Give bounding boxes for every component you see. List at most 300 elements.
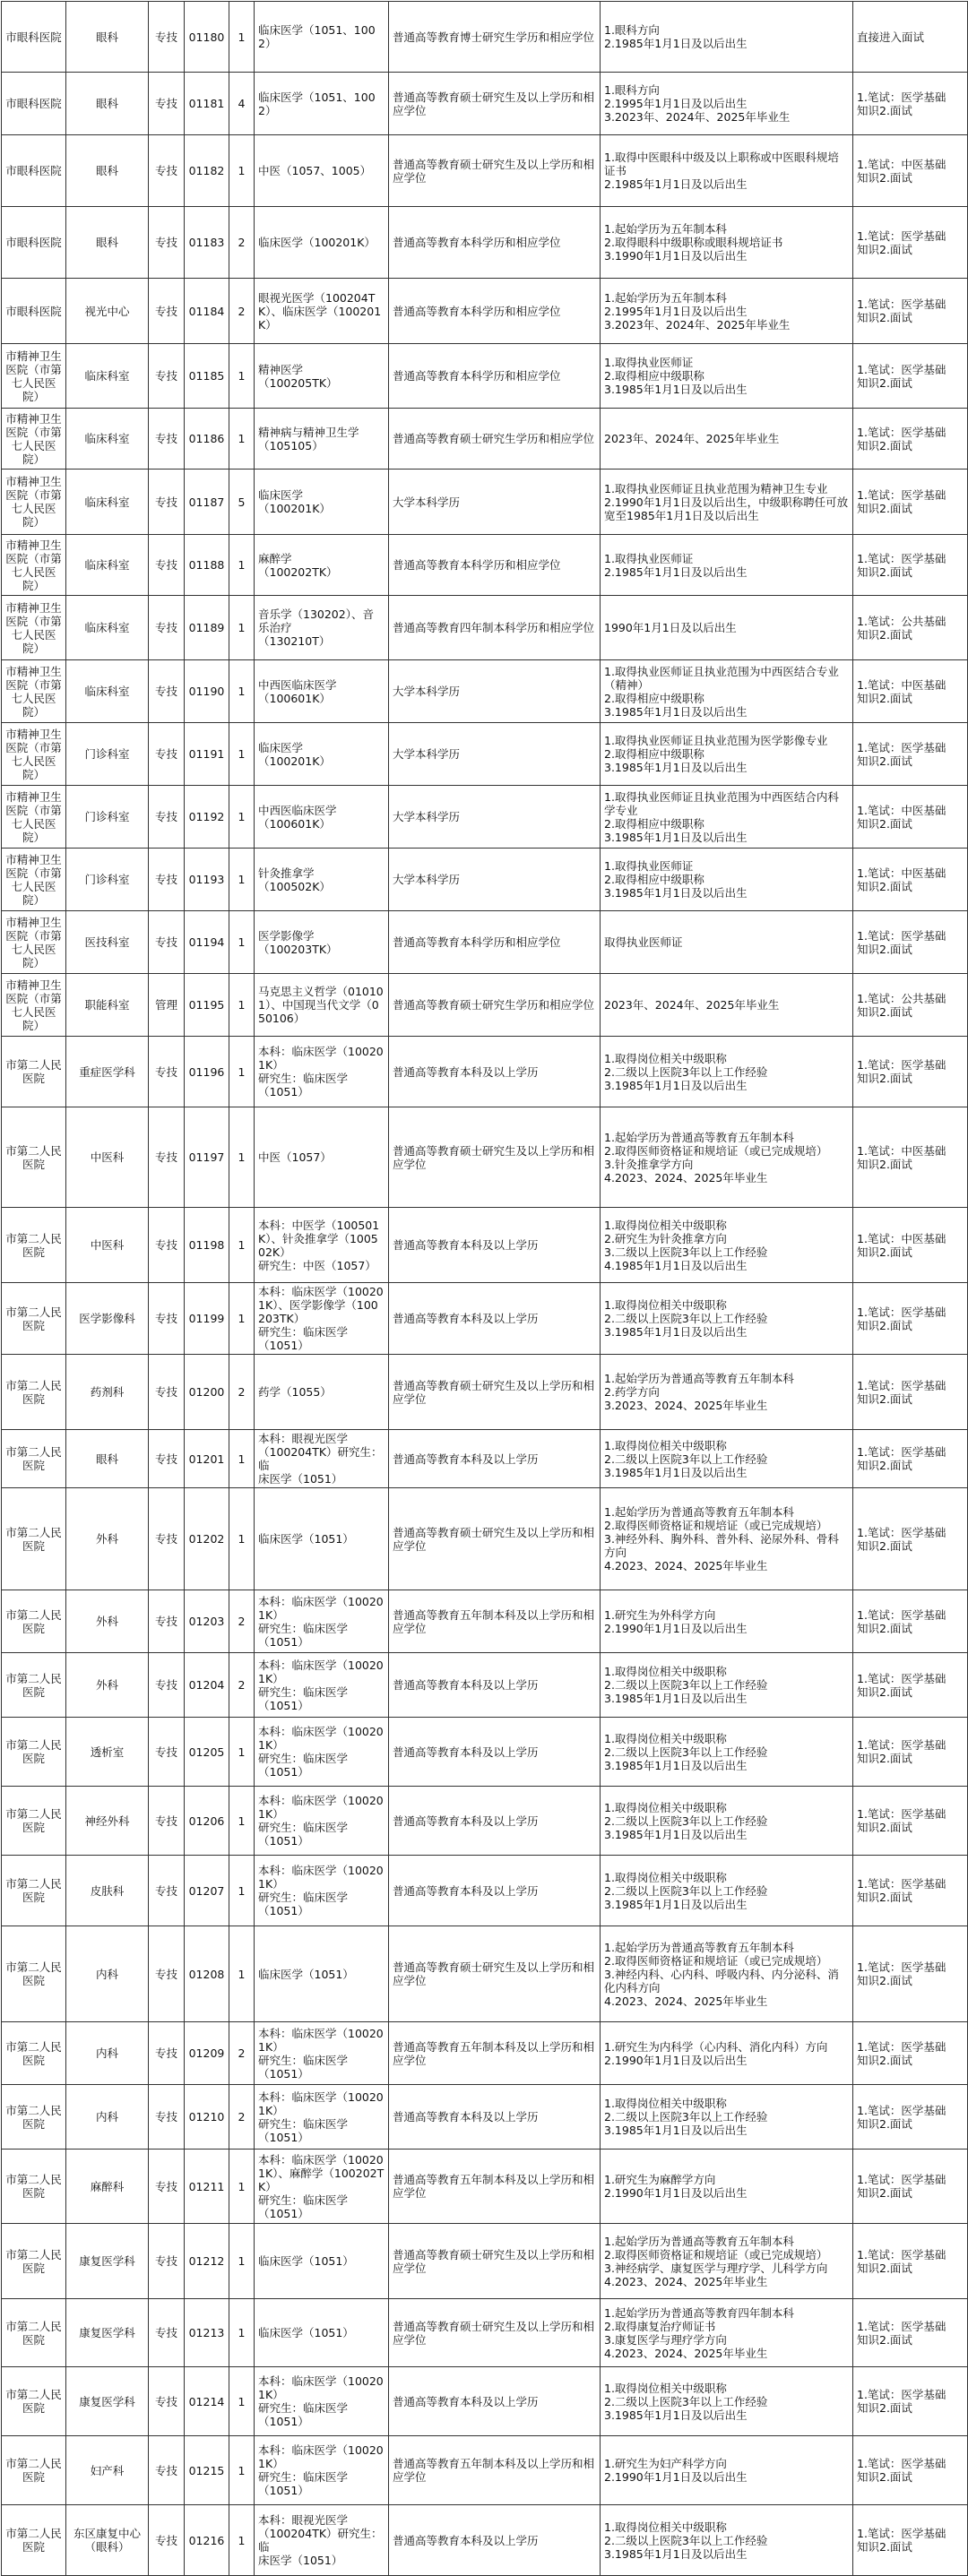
post-type-cell: 专技 (149, 2299, 185, 2367)
unit-cell: 市第二人民医院 (2, 1653, 66, 1718)
department-cell: 妇产科 (66, 2436, 149, 2505)
post-code-cell: 01197 (185, 1107, 229, 1208)
department-cell: 临床科室 (66, 344, 149, 409)
major-line: 本科：临床医学（100201K） (258, 1658, 384, 1685)
exam-method-line: 知识2.面试 (857, 1459, 912, 1472)
table-row (2, 470, 968, 535)
post-code-cell: 01214 (185, 2367, 229, 2436)
requirements-line: 2.取得康复治疗师证书 (604, 2319, 716, 2333)
department-cell: 医学影像科 (66, 1283, 149, 1355)
headcount-cell: 1 (229, 2, 255, 73)
education-cell: 普通高等教育本科及以上学历 (389, 2505, 601, 2576)
table-row (2, 2299, 968, 2367)
unit-cell: 市眼科医院 (2, 207, 66, 279)
requirements-line: 1.取得岗位相关中级职称 (604, 1800, 727, 1814)
unit-cell: 市第二人民医院 (2, 1926, 66, 2022)
exam-method-cell (853, 1107, 968, 1208)
requirements-line: 2.取得相应中级职称 (604, 747, 704, 761)
major-cell (255, 1590, 389, 1653)
unit-cell: 市眼科医院 (2, 73, 66, 135)
department-cell: 内科 (66, 1926, 149, 2022)
department-cell: 眼科 (66, 2, 149, 73)
post-type-cell: 专技 (149, 1926, 185, 2022)
major-line: 研究生：临床医学 (258, 2193, 349, 2207)
requirements-line: 3.神经外科、胸外科、普外科、泌尿外科、骨科方向 (604, 1532, 839, 1559)
major-cell (255, 535, 389, 596)
post-type-cell: 专技 (149, 2150, 185, 2224)
headcount-cell: 1 (229, 1037, 255, 1107)
post-code-cell: 01190 (185, 660, 229, 723)
post-type-cell: 专技 (149, 2436, 185, 2505)
unit-cell: 市精神卫生医院（市第七人民医院） (2, 344, 66, 409)
major-line: 床医学（1051） (258, 1472, 343, 1486)
exam-method-line: 知识2.面试 (857, 438, 912, 452)
requirements-cell (601, 2150, 853, 2224)
major-line: （100502K） (258, 879, 331, 893)
unit-cell: 市第二人民医院 (2, 2150, 66, 2224)
requirements-line: 2.取得相应中级职称 (604, 691, 704, 705)
education-cell: 普通高等教育硕士研究生学历和相应学位 (389, 974, 601, 1037)
major-line: （100601K） (258, 816, 331, 831)
exam-method-line: 知识2.面试 (857, 1752, 912, 1765)
requirements-cell (601, 2367, 853, 2436)
exam-method-line: 1.笔试：医学基础 (857, 488, 946, 502)
headcount-cell: 1 (229, 1926, 255, 2022)
requirements-line: 1.取得执业医师证且执业范围为医学影像专业 (604, 734, 828, 747)
recruitment-table (1, 1, 968, 2576)
requirements-line: 2023年、2024年、2025年毕业生 (604, 998, 780, 1012)
requirements-line: 3.1985年1月1日及以后出生 (604, 761, 748, 774)
major-cell (255, 2022, 389, 2085)
requirements-cell (601, 279, 853, 344)
major-line: 本科：临床医学（100201K） (258, 2374, 384, 2401)
exam-method-cell (853, 2, 968, 73)
exam-method-cell (853, 786, 968, 849)
table-row (2, 1037, 968, 1107)
exam-method-line: 1.笔试：医学基础 (857, 2173, 946, 2186)
exam-method-cell (853, 207, 968, 279)
education-cell: 普通高等教育硕士研究生及以上学历和相应学位 (389, 1107, 601, 1208)
requirements-line: 2.1995年1月1日及以后出生 (604, 304, 748, 318)
exam-method-line: 1.笔试：中医基础 (857, 1231, 946, 1245)
exam-method-line: 知识2.面试 (857, 2401, 912, 2415)
post-type-cell: 专技 (149, 2, 185, 73)
requirements-line: 2.二级以上医院3年以上工作经验 (604, 1452, 768, 1466)
requirements-line: 1.起始学历为普通高等教育五年制本科 (604, 1505, 794, 1519)
requirements-line: 2.二级以上医院3年以上工作经验 (604, 2110, 768, 2124)
exam-method-line: 1.笔试：医学基础 (857, 1378, 946, 1392)
exam-method-cell (853, 470, 968, 535)
major-cell (255, 911, 389, 974)
exam-method-line: 知识2.面试 (857, 1538, 912, 1553)
department-cell: 视光中心 (66, 279, 149, 344)
requirements-line: 1.起始学历为五年制本科 (604, 222, 727, 236)
requirements-line: 3.2023年、2024年、2025年毕业生 (604, 317, 791, 332)
education-cell: 普通高等教育本科及以上学历 (389, 1283, 601, 1355)
headcount-cell: 1 (229, 1488, 255, 1590)
requirements-line: 2.二级以上医院3年以上工作经验 (604, 2533, 768, 2547)
requirements-line: 1.取得执业医师证且执业范围为中西医结合内科学专业 (604, 789, 839, 817)
exam-method-line: 1.笔试：医学基础 (857, 1807, 946, 1821)
requirements-line: 2.1985年1月1日及以后出生 (604, 37, 748, 50)
requirements-cell (601, 1037, 853, 1107)
table-row (2, 1926, 968, 2022)
exam-method-line: 知识2.面试 (857, 1072, 912, 1085)
major-cell (255, 1037, 389, 1107)
exam-method-line: 知识2.面试 (857, 564, 912, 579)
department-cell: 临床科室 (66, 409, 149, 470)
major-line: 马克思主义哲学（010101）、中国现当代文学（050106） (258, 985, 384, 1025)
table-row (2, 786, 968, 849)
education-cell: 普通高等教育本科学历和相应学位 (389, 344, 601, 409)
exam-method-line: 知识2.面试 (857, 242, 912, 256)
requirements-cell (601, 344, 853, 409)
requirements-line: 1.取得岗位相关中级职称 (604, 2097, 727, 2110)
requirements-line: 1.研究生为麻醉学方向 (604, 2173, 716, 2186)
requirements-line: 2.二级以上医院3年以上工作经验 (604, 2394, 768, 2408)
headcount-cell: 1 (229, 974, 255, 1037)
major-line: （1051） (258, 2206, 309, 2220)
requirements-line: 2.1995年1月1日及以后出生 (604, 97, 748, 110)
exam-method-line: 知识2.面试 (857, 627, 912, 642)
requirements-line: 3.1985年1月1日及以后出生 (604, 1827, 748, 1841)
major-cell (255, 2, 389, 73)
exam-method-line: 1.笔试：医学基础 (857, 1877, 946, 1891)
exam-method-line: 知识2.面试 (857, 2540, 912, 2554)
requirements-line: 2.二级以上医院3年以上工作经验 (604, 1312, 768, 1325)
table-row (2, 974, 968, 1037)
exam-method-cell (853, 344, 968, 409)
department-cell: 临床科室 (66, 660, 149, 723)
major-line: 研究生：临床医学 (258, 2401, 349, 2415)
major-cell (255, 2299, 389, 2367)
post-type-cell: 专技 (149, 1488, 185, 1590)
major-cell (255, 1283, 389, 1355)
exam-method-line: 知识2.面试 (857, 1621, 912, 1635)
education-cell: 普通高等教育本科及以上学历 (389, 2085, 601, 2150)
headcount-cell: 1 (229, 660, 255, 723)
major-line: 本科：临床医学（100201K）、麻醉学（100202TK） (258, 2152, 385, 2193)
education-cell: 普通高等教育四年制本科学历和相应学位 (389, 596, 601, 660)
post-code-cell: 01202 (185, 1488, 229, 1590)
major-cell (255, 1488, 389, 1590)
requirements-line: 1.取得岗位相关中级职称 (604, 1298, 727, 1312)
exam-method-cell (853, 2224, 968, 2299)
requirements-line: 1.起始学历为普通高等教育五年制本科 (604, 1372, 794, 1385)
exam-method-line: 知识2.面试 (857, 1318, 912, 1332)
post-type-cell: 专技 (149, 409, 185, 470)
unit-cell: 市精神卫生医院（市第七人民医院） (2, 660, 66, 723)
department-cell: 门诊科室 (66, 723, 149, 786)
headcount-cell: 1 (229, 1856, 255, 1926)
education-cell: 普通高等教育五年制本科及以上学历和相应学位 (389, 1590, 601, 1653)
major-cell (255, 2150, 389, 2224)
education-cell: 普通高等教育本科及以上学历 (389, 1787, 601, 1856)
major-cell (255, 1430, 389, 1488)
requirements-line: 4.2023、2024、2025年毕业生 (604, 2274, 768, 2288)
headcount-cell: 5 (229, 470, 255, 535)
requirements-cell (601, 786, 853, 849)
education-cell: 大学本科学历 (389, 470, 601, 535)
headcount-cell: 2 (229, 279, 255, 344)
requirements-line: 1.起始学历为普通高等教育五年制本科 (604, 1940, 794, 1954)
major-cell (255, 344, 389, 409)
requirements-line: 2.二级以上医院3年以上工作经验 (604, 1883, 768, 1898)
exam-method-line: 知识2.面试 (857, 1974, 912, 1987)
education-cell: 普通高等教育本科及以上学历 (389, 1718, 601, 1787)
unit-cell: 市精神卫生医院（市第七人民医院） (2, 723, 66, 786)
exam-method-cell (853, 723, 968, 786)
table-row (2, 2, 968, 73)
department-cell: 康复医学科 (66, 2367, 149, 2436)
requirements-cell (601, 660, 853, 723)
requirements-line: 3.1985年1月1日及以后出生 (604, 383, 748, 396)
department-cell: 门诊科室 (66, 849, 149, 911)
post-code-cell: 01195 (185, 974, 229, 1037)
table-row (2, 1107, 968, 1208)
department-cell: 外科 (66, 1488, 149, 1590)
post-code-cell: 01187 (185, 470, 229, 535)
table-row (2, 2436, 968, 2505)
post-code-cell: 01201 (185, 1430, 229, 1488)
table-row (2, 2367, 968, 2436)
requirements-line: 1.取得岗位相关中级职称 (604, 1731, 727, 1745)
department-cell: 眼科 (66, 73, 149, 135)
exam-method-line: 1.笔试：医学基础 (857, 90, 946, 104)
exam-method-line: 1.笔试：医学基础 (857, 2457, 946, 2470)
table-row (2, 1488, 968, 1590)
major-line: 本科：临床医学（100201K） (258, 1594, 384, 1622)
headcount-cell: 2 (229, 2022, 255, 2085)
major-line: 音乐学（130202）、音乐治疗 (258, 607, 374, 634)
table-row (2, 2085, 968, 2150)
department-cell: 内科 (66, 2085, 149, 2150)
requirements-line: 3.2023、2024、2025年毕业生 (604, 1399, 768, 1412)
major-cell (255, 849, 389, 911)
education-cell: 普通高等教育博士研究生学历和相应学位 (389, 2, 601, 73)
requirements-cell (601, 1208, 853, 1283)
post-code-cell: 01209 (185, 2022, 229, 2085)
major-cell (255, 279, 389, 344)
unit-cell: 市精神卫生医院（市第七人民医院） (2, 596, 66, 660)
exam-method-cell (853, 2085, 968, 2150)
department-cell: 眼科 (66, 1430, 149, 1488)
major-line: 临床医学（1051、1002） (258, 90, 376, 117)
exam-method-line: 知识2.面试 (857, 1684, 912, 1699)
requirements-cell (601, 1856, 853, 1926)
major-line: 本科：中医学（100501K）、针灸推拿学（100502K） (258, 1218, 380, 1259)
requirements-line: 3.1985年1月1日及以后出生 (604, 2546, 748, 2561)
major-cell (255, 1355, 389, 1430)
headcount-cell: 1 (229, 135, 255, 207)
department-cell: 康复医学科 (66, 2299, 149, 2367)
post-code-cell: 01207 (185, 1856, 229, 1926)
unit-cell: 市眼科医院 (2, 2, 66, 73)
major-cell (255, 470, 389, 535)
major-cell (255, 2085, 389, 2150)
headcount-cell: 1 (229, 535, 255, 596)
exam-method-line: 1.笔试：医学基础 (857, 362, 946, 376)
requirements-line: 2.二级以上医院3年以上工作经验 (604, 1745, 768, 1759)
post-type-cell: 专技 (149, 2505, 185, 2576)
requirements-cell (601, 596, 853, 660)
requirements-line: 4.1985年1月1日及以后出生 (604, 1258, 748, 1272)
post-type-cell: 专技 (149, 1283, 185, 1355)
unit-cell: 市第二人民医院 (2, 2224, 66, 2299)
headcount-cell: 1 (229, 2367, 255, 2436)
exam-method-cell (853, 1653, 968, 1718)
exam-method-cell (853, 2022, 968, 2085)
post-type-cell: 专技 (149, 279, 185, 344)
requirements-line: 2.1990年1月1日及以后出生 (604, 2053, 748, 2067)
major-line: 本科：眼视光医学 (258, 2513, 349, 2527)
requirements-line: 2.1990年1月1日及以后出生，中级职称聘任可放宽至1985年1月1日及以后出生 (604, 495, 849, 522)
exam-method-line: 1.笔试：医学基础 (857, 228, 946, 243)
major-cell (255, 1208, 389, 1283)
exam-method-line: 知识2.面试 (857, 2186, 912, 2200)
requirements-line: 3.二级以上医院3年以上工作经验 (604, 1245, 768, 1259)
exam-method-cell (853, 596, 968, 660)
post-code-cell: 01183 (185, 207, 229, 279)
requirements-line: 1.研究生为内科学（心内科、消化内科）方向 (604, 2039, 828, 2054)
major-cell (255, 1787, 389, 1856)
major-cell (255, 2224, 389, 2299)
unit-cell: 市第二人民医院 (2, 2436, 66, 2505)
requirements-line: 3.1985年1月1日及以后出生 (604, 1758, 748, 1772)
requirements-line: 3.2023年、2024年、2025年毕业生 (604, 110, 791, 124)
requirements-line: 1.取得执业医师证 (604, 551, 694, 565)
post-code-cell: 01192 (185, 786, 229, 849)
table-row (2, 409, 968, 470)
unit-cell: 市精神卫生医院（市第七人民医院） (2, 786, 66, 849)
unit-cell: 市第二人民医院 (2, 2022, 66, 2085)
requirements-line: 1.取得执业医师证且执业范围为精神卫生专业 (604, 481, 828, 495)
major-line: （100201K） (258, 502, 331, 515)
unit-cell: 市第二人民医院 (2, 1718, 66, 1787)
unit-cell: 市精神卫生医院（市第七人民医院） (2, 974, 66, 1037)
requirements-cell (601, 1590, 853, 1653)
requirements-cell (601, 1718, 853, 1787)
exam-method-line: 知识2.面试 (857, 816, 912, 831)
requirements-line: 2.二级以上医院3年以上工作经验 (604, 1064, 768, 1079)
post-code-cell: 01211 (185, 2150, 229, 2224)
headcount-cell: 1 (229, 723, 255, 786)
requirements-cell (601, 1107, 853, 1208)
exam-method-line: 知识2.面试 (857, 691, 912, 705)
education-cell: 普通高等教育本科学历和相应学位 (389, 535, 601, 596)
exam-method-line: 知识2.面试 (857, 1004, 912, 1019)
post-type-cell: 专技 (149, 1590, 185, 1653)
exam-method-cell (853, 135, 968, 207)
major-line: 本科：眼视光医学 (258, 1432, 349, 1445)
exam-method-line: 知识2.面试 (857, 1821, 912, 1834)
headcount-cell: 1 (229, 911, 255, 974)
requirements-line: 3.康复医学与理疗学方向 (604, 2332, 727, 2347)
post-code-cell: 01191 (185, 723, 229, 786)
requirements-line: 2.1990年1月1日及以后出生 (604, 2186, 748, 2200)
table-row (2, 911, 968, 974)
exam-method-line: 1.笔试：公共基础 (857, 991, 946, 1005)
major-line: 中西医临床医学 (258, 677, 337, 692)
exam-method-cell (853, 73, 968, 135)
headcount-cell: 1 (229, 596, 255, 660)
requirements-line: 1.取得岗位相关中级职称 (604, 1438, 727, 1452)
major-line: （100203TK） (258, 942, 338, 956)
requirements-cell (601, 911, 853, 974)
requirements-line: 1.取得岗位相关中级职称 (604, 1665, 727, 1678)
exam-method-line: 知识2.面试 (857, 2261, 912, 2275)
requirements-line: 1.取得岗位相关中级职称 (604, 2381, 727, 2395)
exam-method-line: 1.笔试：医学基础 (857, 1607, 946, 1622)
requirements-line: 3.针灸推拿学方向 (604, 1157, 694, 1171)
major-line: （100601K） (258, 691, 331, 705)
post-type-cell: 专技 (149, 723, 185, 786)
major-cell (255, 2505, 389, 2576)
post-type-cell: 专技 (149, 1037, 185, 1107)
department-cell: 皮肤科 (66, 1856, 149, 1926)
requirements-line: 3.1985年1月1日及以后出生 (604, 2124, 748, 2137)
major-line: 临床医学（1051） (258, 2254, 354, 2268)
major-line: 临床医学 (258, 740, 304, 754)
unit-cell: 市第二人民医院 (2, 1037, 66, 1107)
requirements-cell (601, 535, 853, 596)
department-cell: 眼科 (66, 207, 149, 279)
requirements-line: 2.1985年1月1日及以后出生 (604, 177, 748, 191)
exam-method-line: 知识2.面试 (857, 2116, 912, 2131)
major-line: 临床医学 (258, 488, 304, 502)
exam-method-cell (853, 279, 968, 344)
department-cell: 东区康复中心（眼科） (66, 2505, 149, 2576)
requirements-cell (601, 207, 853, 279)
post-type-cell: 专技 (149, 1107, 185, 1208)
exam-method-cell (853, 1488, 968, 1590)
requirements-cell (601, 849, 853, 911)
headcount-cell: 1 (229, 786, 255, 849)
requirements-line: 3.神经内科、心内科、呼吸内科、内分泌科、消化内科方向 (604, 1967, 839, 1994)
major-line: 中医（1057） (258, 1150, 332, 1164)
requirements-cell (601, 1283, 853, 1355)
headcount-cell: 2 (229, 1355, 255, 1430)
education-cell: 普通高等教育五年制本科及以上学历和相应学位 (389, 2150, 601, 2224)
requirements-cell (601, 409, 853, 470)
post-type-cell: 专技 (149, 1856, 185, 1926)
post-code-cell: 01200 (185, 1355, 229, 1430)
education-cell: 普通高等教育硕士研究生及以上学历和相应学位 (389, 1488, 601, 1590)
post-code-cell: 01180 (185, 2, 229, 73)
exam-method-line: 知识2.面试 (857, 103, 912, 117)
requirements-line: 1.取得执业医师证 (604, 356, 694, 369)
exam-method-line: 知识2.面试 (857, 1245, 912, 1259)
headcount-cell: 1 (229, 1107, 255, 1208)
requirements-cell (601, 1488, 853, 1590)
exam-method-line: 1.笔试：医学基础 (857, 1960, 946, 1974)
requirements-line: 1.取得岗位相关中级职称 (604, 1051, 727, 1065)
exam-method-cell (853, 1430, 968, 1488)
exam-method-line: 知识2.面试 (857, 1157, 912, 1171)
department-cell: 职能科室 (66, 974, 149, 1037)
exam-method-cell (853, 1590, 968, 1653)
unit-cell: 市第二人民医院 (2, 1488, 66, 1590)
post-type-cell: 专技 (149, 73, 185, 135)
table-row (2, 1283, 968, 1355)
exam-method-line: 1.笔试：中医基础 (857, 1143, 946, 1158)
major-line: 本科：临床医学（100201K） (258, 2089, 384, 2117)
table-row (2, 596, 968, 660)
department-cell: 医技科室 (66, 911, 149, 974)
exam-method-line: 1.笔试：医学基础 (857, 740, 946, 754)
department-cell: 重症医学科 (66, 1037, 149, 1107)
major-line: 研究生：临床医学 (258, 2116, 349, 2131)
